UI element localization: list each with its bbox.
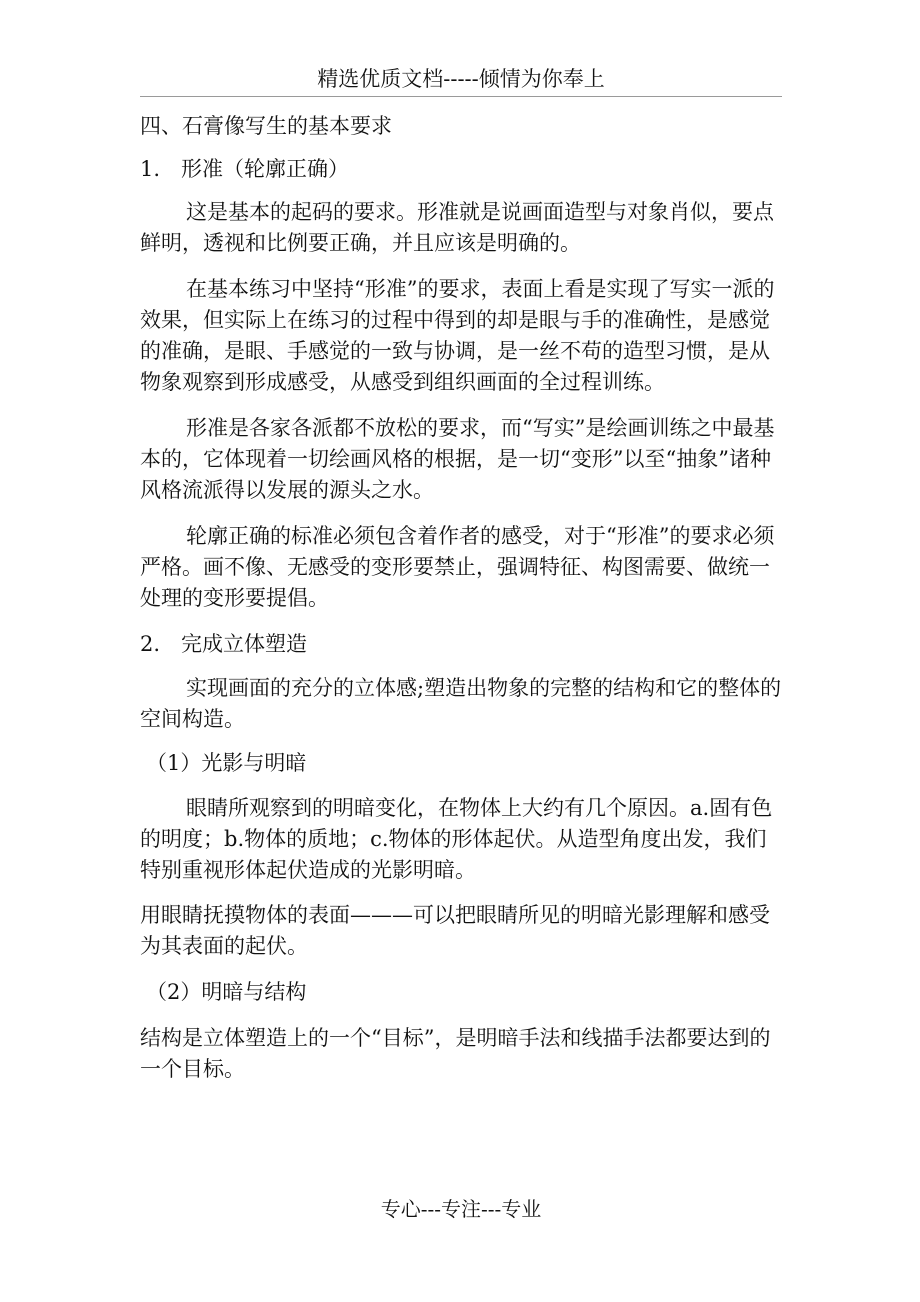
subsection-heading-2: 2. 完成立体塑造 bbox=[140, 632, 308, 656]
paragraph-8: 结构是立体塑造上的一个“目标”，是明暗手法和线描手法都要达到的一个目标。 bbox=[140, 1026, 771, 1081]
paragraph-5: 实现画面的充分的立体感;塑造出物象的完整的结构和它的整体的空间构造。 bbox=[140, 676, 782, 731]
paragraph-6: 眼睛所观察到的明暗变化，在物体上大约有几个原因。a.固有色的明度；b.物体的质地；c.物体的形体起伏。从造型角度出发，我们特别重视形体起伏造成的光影明暗。 bbox=[140, 796, 773, 882]
section-heading: 四、石膏像写生的基本要求 bbox=[140, 114, 392, 138]
paragraph-3: 形准是各家各派都不放松的要求，而“写实”是绘画训练之中最基本的，它体现着一切绘画风格的根据，是一切“变形”以至“抽象”诸种风格流派得以发展的源头之水。 bbox=[140, 416, 775, 502]
header-divider bbox=[140, 96, 782, 97]
subsection-heading-1: 1. 形准（轮廓正确） bbox=[140, 157, 350, 181]
sub-heading-1: （1）光影与明暗 bbox=[146, 751, 307, 775]
paragraph-2: 在基本练习中坚持“形准”的要求，表面上看是实现了写实一派的效果，但实际上在练习的过程中得到的却是眼与手的准确性，是感觉的准确，是眼、手感觉的一致与协调，是一丝不苟的造型习惯，是从物象观察到形成感受，从感受到组织画面的全过程训练。 bbox=[140, 277, 775, 394]
page-footer: 专心---专注---专业 bbox=[380, 1197, 542, 1221]
sub-heading-2: （2）明暗与结构 bbox=[146, 980, 307, 1004]
paragraph-7: 用眼睛抚摸物体的表面———可以把眼睛所见的明暗光影理解和感受为其表面的起伏。 bbox=[140, 903, 770, 958]
paragraph-4: 轮廓正确的标准必须包含着作者的感受，对于“形准”的要求必须严格。画不像、无感受的变形要禁止，强调特征、构图需要、做统一处理的变形要提倡。 bbox=[140, 524, 775, 610]
paragraph-1: 这是基本的起码的要求。形准就是说画面造型与对象肖似，要点鲜明，透视和比例要正确，并且应该是明确的。 bbox=[140, 200, 774, 255]
document-body bbox=[140, 111, 782, 1085]
page-header: 精选优质文档-----倾情为你奉上 bbox=[317, 67, 605, 91]
